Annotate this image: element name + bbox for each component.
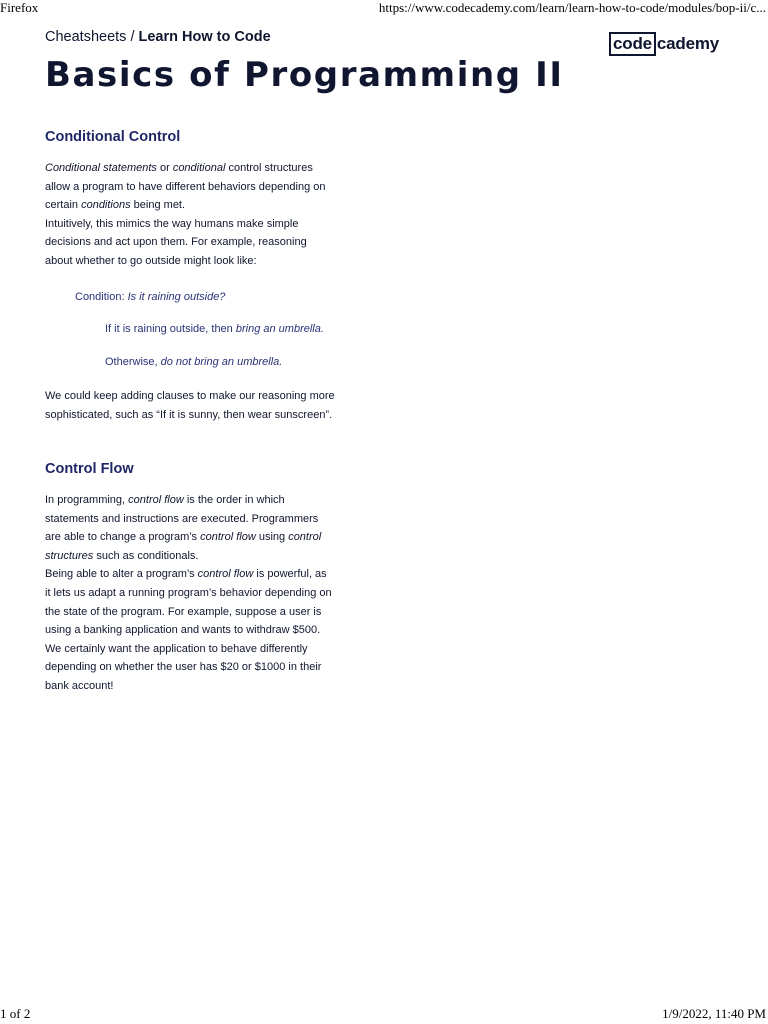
term-conditional-statements: Conditional statements: [45, 162, 157, 174]
term-control-structures: control structures: [45, 531, 322, 562]
term-control-flow: control flow: [128, 494, 184, 506]
term-conditional: conditional: [172, 162, 226, 174]
control-flow-paragraph-1: In programming, control flow is the order in which statements and instructions are executed. Programmers are able to change a program’s control flow using control structures such as conditionals.: [45, 494, 322, 562]
print-footer-page-count: 1 of 2: [0, 1006, 31, 1021]
conditional-intro-paragraph: Conditional statements or conditional control structures allow a program to have different behaviors depending on certain conditions being met.: [45, 162, 326, 212]
codecademy-logo[interactable]: [609, 32, 719, 56]
example-else-line: Otherwise, do not bring an umbrella.: [105, 355, 283, 368]
breadcrumb-cheatsheets-link[interactable]: Cheatsheets: [45, 29, 127, 45]
print-footer-datetime: 1/9/2022, 11:40 PM: [662, 1006, 766, 1021]
section-heading-conditional-control: Conditional Control: [45, 129, 181, 145]
section-conditional-control: [45, 126, 335, 425]
print-header-browser: Firefox: [0, 0, 39, 15]
logo-code-box: code: [609, 32, 656, 56]
example-else-action: do not bring an umbrella.: [160, 355, 283, 368]
example-then-action: bring an umbrella.: [235, 323, 324, 336]
example-condition-question: Is it raining outside?: [127, 290, 226, 303]
section-heading-control-flow: Control Flow: [45, 461, 134, 477]
breadcrumb-separator: /: [126, 29, 139, 45]
conditional-intuition-paragraph: Intuitively, this mimics the way humans make simple decisions and act upon them. For example, reasoning about whether to go outside might look like:: [45, 217, 307, 267]
term-conditions: conditions: [81, 199, 131, 212]
term-control-flow: control flow: [197, 568, 254, 581]
example-condition-line: Condition: Is it raining outside?: [75, 290, 226, 303]
control-flow-paragraph-2: Being able to alter a program’s control flow is powerful, as it lets us adapt a running program’s behavior depending on the state of the program. For example, suppose a user is using a banking application and wants to withdraw $500. We certainly want the application to behave differently depending on whether the user has $20 or $1000 in their bank account!: [45, 568, 332, 692]
breadcrumb: [45, 29, 271, 45]
logo-cademy-text: cademy: [656, 34, 720, 53]
breadcrumb-current-link[interactable]: Learn How to Code: [138, 29, 271, 45]
print-header-url: https://www.codecademy.com/learn/learn-how-to-code/modules/bop-ii/c...: [378, 0, 766, 15]
page-title: Basics of Programming II: [45, 55, 564, 95]
term-control-flow: control flow: [200, 531, 256, 544]
section-control-flow: [45, 458, 335, 696]
conditional-closing-paragraph: We could keep adding clauses to make our reasoning more sophisticated, such as “If it is sunny, then wear sunscreen”.: [45, 390, 335, 421]
example-then-line: If it is raining outside, then bring an umbrella.: [105, 323, 324, 336]
